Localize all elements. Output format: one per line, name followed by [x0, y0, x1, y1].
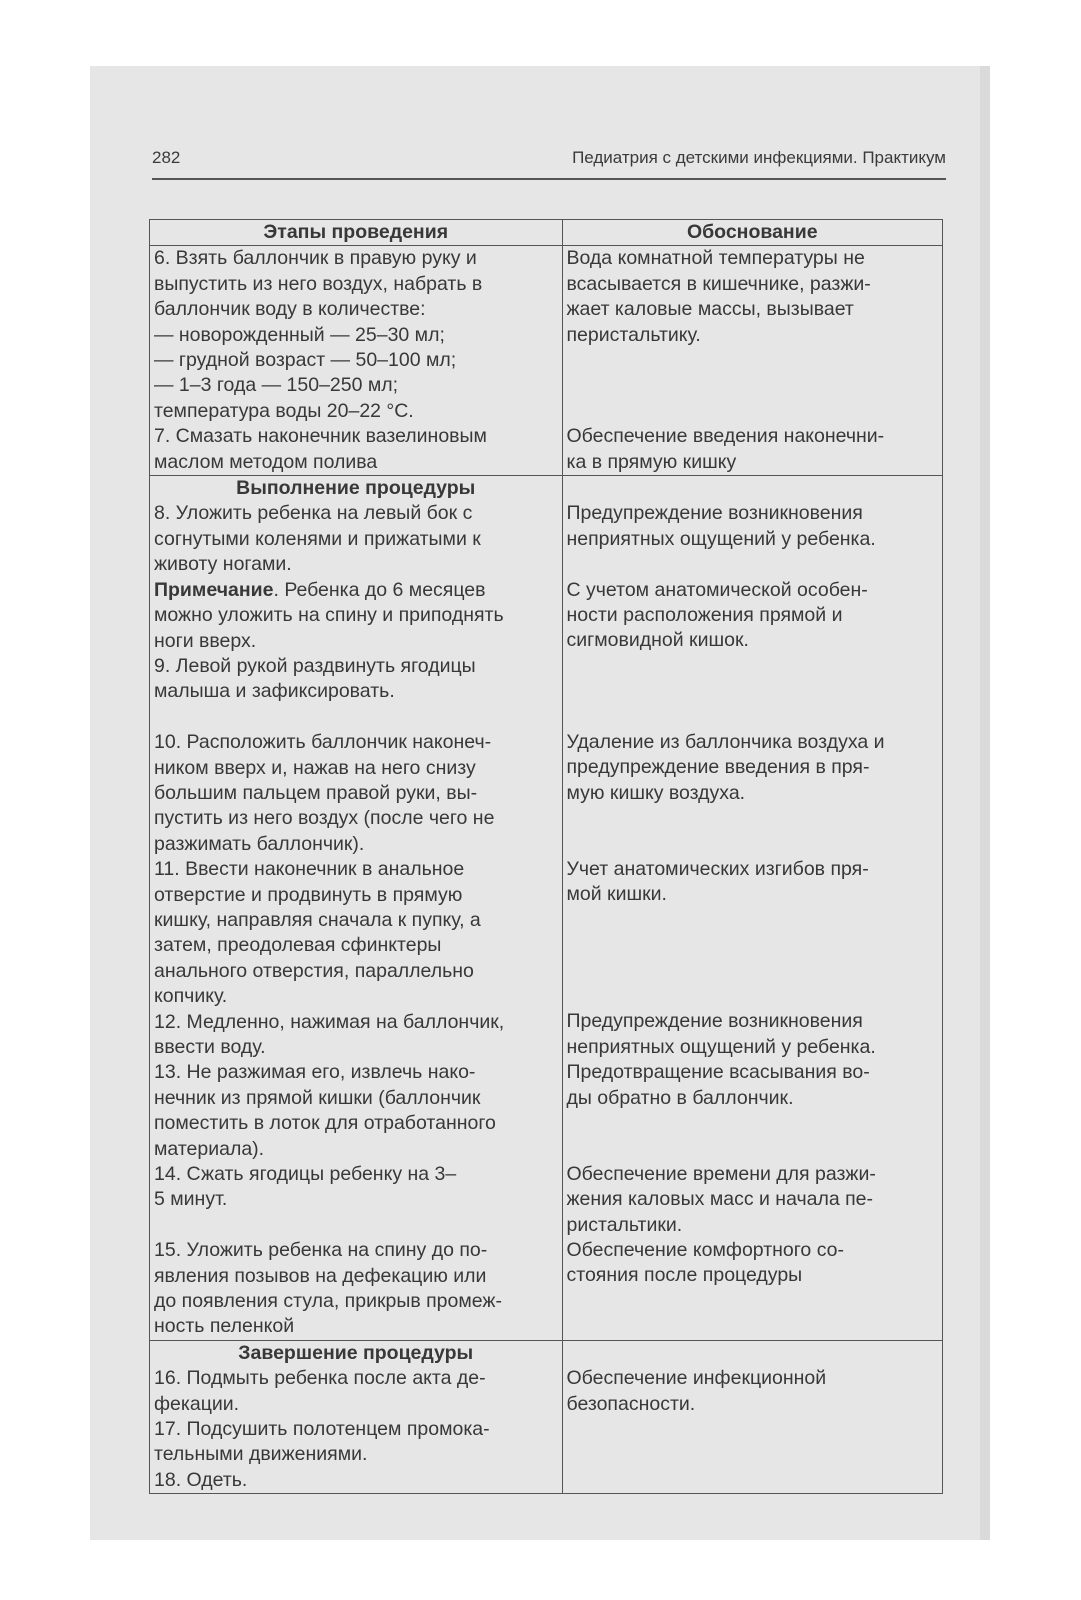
text-line: 10. Расположить баллончик наконеч- [154, 731, 492, 754]
text-line: мую кишку воздуха. [566, 781, 746, 804]
text-line: выпустить из него воздух, набрать в [154, 272, 483, 295]
text-line: неприятных ощущений у ребенка. [566, 1035, 876, 1058]
col-header-rationale: Обоснование [562, 220, 943, 246]
text-line: — грудной возраст — 50–100 мл; [154, 349, 457, 372]
procedure-table [149, 219, 943, 1494]
text-line: ноги вверх. [154, 629, 257, 652]
text-line: — 1–3 года — 150–250 мл; [154, 374, 399, 397]
text-line: неприятных ощущений у ребенка. [566, 527, 876, 550]
text-line: разжимать баллончик). [154, 832, 365, 855]
col-header-steps: Этапы проведения [150, 220, 563, 246]
table-row [150, 476, 943, 1341]
text-line: Обеспечение введения наконечни- [566, 425, 885, 448]
text-line: тельными движениями. [154, 1443, 368, 1466]
text-line: 11. Ввести наконечник в анальное [154, 858, 465, 881]
text-line: 13. Не разжимая его, извлечь нако- [154, 1061, 476, 1084]
text-line: кишку, направляя сначала к пупку, а [154, 908, 481, 931]
page-edge-shadow [980, 66, 990, 1540]
text-line: маслом методом полива [154, 450, 378, 473]
text-line: 8. Уложить ребенка на левый бок с [154, 502, 473, 525]
note-text: . Ребенка до 6 месяцев [273, 578, 486, 601]
note-label: Примечание [154, 578, 274, 601]
text-line: предупреждение введения в пря- [566, 756, 870, 779]
text-line: пустить из него воздух (после чего не [154, 807, 495, 830]
text-line: 18. Одеть. [154, 1468, 248, 1491]
running-title: Педиатрия с детскими инфекциями. Практикум [572, 148, 946, 167]
text-line: Обеспечение времени для разжи- [566, 1162, 876, 1185]
text-line: Предупреждение возникновения [566, 1010, 863, 1033]
text-line: мой кишки. [566, 883, 667, 906]
text-line: всасывается в кишечнике, разжи- [566, 272, 871, 295]
text-line: до появления стула, прикрыв промеж- [154, 1290, 502, 1313]
step-cell [150, 246, 563, 476]
text-line: Обеспечение инфекционной [566, 1367, 827, 1390]
text-line: Учет анатомических изгибов пря- [566, 858, 869, 881]
section-title: Завершение процедуры [238, 1341, 474, 1364]
table-row [150, 246, 943, 476]
rationale-cell [562, 246, 943, 476]
text-line: 17. Подсушить полотенцем промока- [154, 1418, 490, 1441]
text-line: ность пеленкой [154, 1315, 295, 1338]
text-line: копчику. [154, 985, 228, 1008]
text-line: ником вверх и, нажав на него снизу [154, 756, 476, 779]
text-line: животу ногами. [154, 553, 292, 576]
text-line: жения каловых масс и начала пе- [566, 1188, 874, 1211]
text-line: безопасности. [566, 1392, 696, 1415]
text-line: 7. Смазать наконечник вазелиновым [154, 425, 487, 448]
text-line: температура воды 20–22 °С. [154, 399, 414, 422]
text-line: явления позывов на дефекацию или [154, 1264, 487, 1287]
text-line: нечник из прямой кишки (баллончик [154, 1086, 481, 1109]
text-line: согнутыми коленями и прижатыми к [154, 527, 481, 550]
text-line: большим пальцем правой руки, вы- [154, 781, 478, 804]
text-line: 9. Левой рукой раздвинуть ягодицы [154, 654, 476, 677]
rationale-cell [562, 1340, 943, 1493]
section-title: Выполнение процедуры [236, 477, 476, 500]
text-line: 12. Медленно, нажимая на баллончик, [154, 1010, 505, 1033]
text-line: Вода комнатной температуры не [566, 247, 865, 270]
text-line: поместить в лоток для отработанного [154, 1112, 496, 1135]
text-line: баллончик воду в количестве: [154, 298, 426, 321]
text-line: фекации. [154, 1392, 240, 1415]
text-line: отверстие и продвинуть в прямую [154, 883, 463, 906]
table-header-row [150, 220, 943, 246]
text-line: Предупреждение возникновения [566, 502, 863, 525]
text-line: 5 минут. [154, 1188, 228, 1211]
text-line: ристальтики. [566, 1213, 683, 1236]
text-line: 6. Взять баллончик в правую руку и [154, 247, 477, 270]
text-line: 16. Подмыть ребенка после акта де- [154, 1367, 486, 1390]
text-line: — новорожденный — 25–30 мл; [154, 323, 445, 346]
page-header [152, 148, 946, 180]
text-line: ввести воду. [154, 1035, 266, 1058]
text-line: малыша и зафиксировать. [154, 680, 395, 703]
text-line: анального отверстия, параллельно [154, 959, 474, 982]
text-line: ды обратно в баллончик. [566, 1086, 794, 1109]
text-line: жает каловые массы, вызывает [566, 298, 854, 321]
text-line: перистальтику. [566, 323, 701, 346]
step-cell [150, 1340, 563, 1493]
text-line: Удаление из баллончика воздуха и [566, 731, 885, 754]
rationale-cell [562, 476, 943, 1341]
text-line: С учетом анатомической особен- [566, 578, 868, 601]
text-line: Предотвращение всасывания во- [566, 1061, 870, 1084]
text-line: сигмовидной кишок. [566, 629, 749, 652]
text-line: стояния после процедуры [566, 1264, 803, 1287]
text-line: ности расположения прямой и [566, 604, 843, 627]
text-line: затем, преодолевая сфинктеры [154, 934, 442, 957]
scanned-page [90, 66, 990, 1540]
table-row [150, 1340, 943, 1493]
note-line [154, 578, 558, 603]
text-line: 15. Уложить ребенка на спину до по- [154, 1239, 488, 1262]
text-line: 14. Сжать ягодицы ребенку на 3– [154, 1163, 457, 1186]
text-line: можно уложить на спину и приподнять [154, 604, 504, 627]
page-number: 282 [152, 148, 181, 167]
text-line: ка в прямую кишку [566, 450, 737, 473]
text-line: материала). [154, 1137, 265, 1160]
step-cell [150, 476, 563, 1341]
text-line: Обеспечение комфортного со- [566, 1239, 845, 1262]
